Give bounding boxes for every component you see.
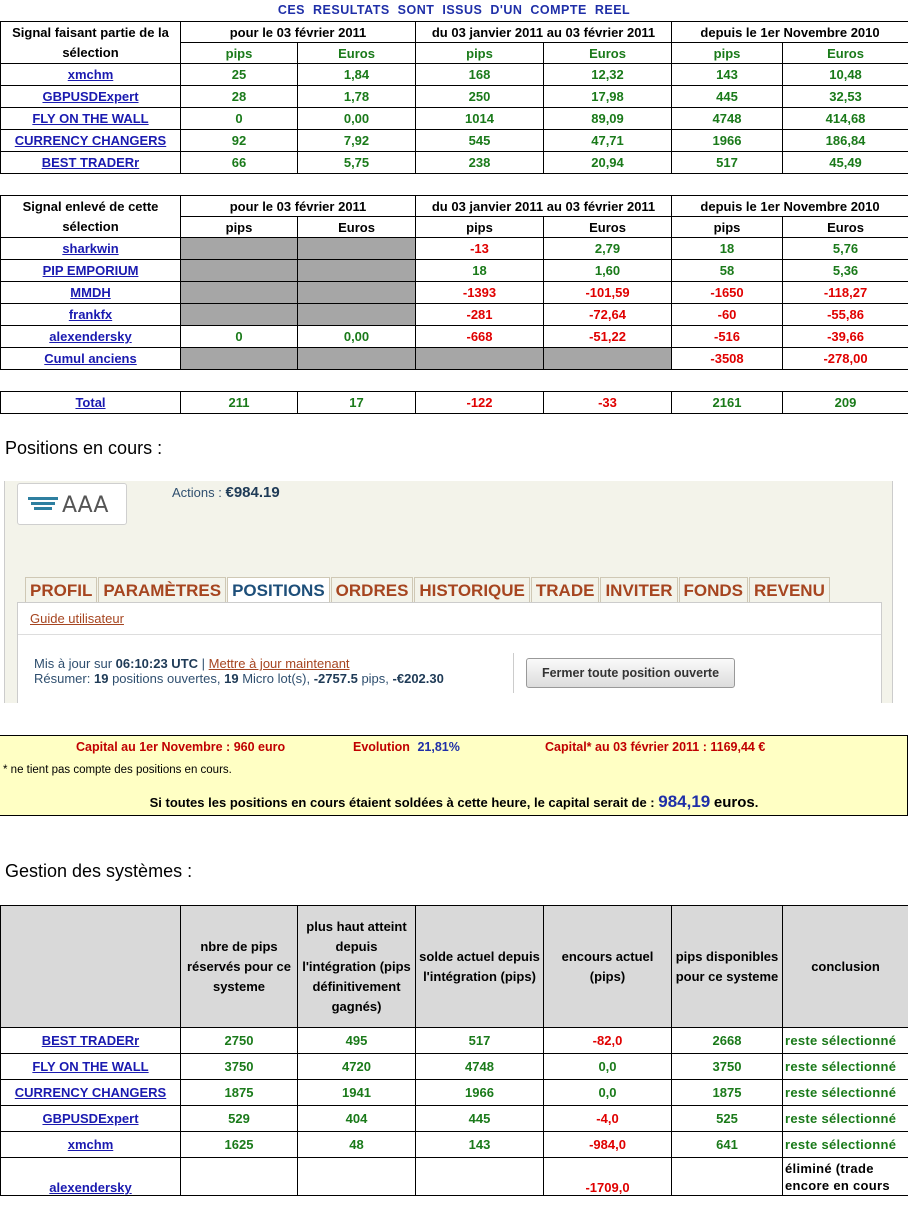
broker-logo — [17, 483, 127, 525]
day-pips: 92 — [181, 130, 298, 152]
solde-pips: 517 — [416, 1028, 544, 1054]
day-euros: 1,78 — [298, 86, 416, 108]
since-euros: -39,66 — [783, 326, 908, 348]
day-pips-empty — [181, 260, 298, 282]
selection-title: Signal faisant partie de la sélection — [1, 22, 181, 64]
month-pips: 168 — [416, 64, 544, 86]
reserved-pips: 2750 — [181, 1028, 298, 1054]
col-month: du 03 janvier 2011 au 03 février 2011 — [416, 196, 672, 217]
col-pips: pips — [181, 217, 298, 238]
final-unit: euros — [713, 794, 755, 811]
table-row — [1, 348, 908, 370]
month-euros: 1,60 — [544, 260, 672, 282]
day-euros-empty — [298, 238, 416, 260]
reserved-pips: 529 — [181, 1106, 298, 1132]
month-euros: -101,59 — [544, 282, 672, 304]
broker-panel — [4, 481, 893, 703]
col-euros: Euros — [783, 43, 908, 64]
month-euros: 47,71 — [544, 130, 672, 152]
solde-pips: 1966 — [416, 1080, 544, 1106]
month-pips: -13 — [416, 238, 544, 260]
col-since: depuis le 1er Novembre 2010 — [672, 22, 908, 43]
col-month: du 03 janvier 2011 au 03 février 2011 — [416, 22, 672, 43]
day-pips: 0 — [181, 108, 298, 130]
day-pips-empty — [181, 304, 298, 326]
encours-pips: -82,0 — [544, 1028, 672, 1054]
system-link[interactable]: xmchm — [1, 1132, 181, 1158]
dispo-pips-empty — [672, 1158, 783, 1196]
month-pips: -1393 — [416, 282, 544, 304]
dispo-pips: 525 — [672, 1106, 783, 1132]
col-euros: Euros — [298, 217, 416, 238]
since-pips: 1966 — [672, 130, 783, 152]
header-solde: solde actuel depuis l'intégration (pips) — [416, 906, 544, 1028]
header-dispo: pips disponibles pour ce systeme — [672, 906, 783, 1028]
final-capital: Si toutes les positions en cours étaient soldées à cette heure, le capital serait de : 984,19 euros. — [149, 792, 759, 811]
month-euros: 17,98 — [544, 86, 672, 108]
since-pips: 4748 — [672, 108, 783, 130]
solde-pips: 143 — [416, 1132, 544, 1158]
tab-profil[interactable]: PROFIL — [25, 577, 97, 603]
update-info: Mis à jour sur 06:10:23 UTC | Mettre à jour maintenant Résumer: 19 positions ouvertes, 19 Micro lot(s), -2757.5 pips, -€202.30 — [34, 656, 444, 686]
capital-summary — [0, 735, 908, 816]
col-day: pour le 03 février 2011 — [181, 196, 416, 217]
evolution-value: 21,81% — [417, 740, 460, 754]
gestion-title: Gestion des systèmes : — [5, 861, 193, 881]
signal-link[interactable]: BEST TRADERr — [1, 152, 181, 174]
lots-text: Micro lot(s), — [242, 671, 311, 686]
since-euros: -118,27 — [783, 282, 908, 304]
signal-link[interactable]: GBPUSDExpert — [1, 86, 181, 108]
conclusion: reste sélectionné — [783, 1028, 908, 1054]
encours-pips: -984,0 — [544, 1132, 672, 1158]
since-pips: 58 — [672, 260, 783, 282]
col-euros: Euros — [544, 217, 672, 238]
month-euros: -51,22 — [544, 326, 672, 348]
tab-historique[interactable]: HISTORIQUE — [414, 577, 529, 603]
day-euros-empty — [298, 348, 416, 370]
high-pips: 48 — [298, 1132, 416, 1158]
month-euros: 20,94 — [544, 152, 672, 174]
evolution — [353, 740, 460, 754]
col-euros: Euros — [544, 43, 672, 64]
open-positions-count: 19 — [93, 671, 109, 686]
total-day-pips: 211 — [181, 392, 298, 414]
header-reserved: nbre de pips réservés pour ce systeme — [181, 906, 298, 1028]
high-pips: 495 — [298, 1028, 416, 1054]
reserved-pips: 1875 — [181, 1080, 298, 1106]
month-pips: 1014 — [416, 108, 544, 130]
month-euros: 2,79 — [544, 238, 672, 260]
signal-link[interactable]: PIP EMPORIUM — [1, 260, 181, 282]
col-euros: Euros — [783, 217, 908, 238]
table-row — [1, 1054, 908, 1080]
summary-label: Résumer: — [34, 671, 91, 686]
tab-inviter[interactable]: INVITER — [600, 577, 677, 603]
system-link[interactable]: FLY ON THE WALL — [1, 1054, 181, 1080]
since-euros: -55,86 — [783, 304, 908, 326]
total-link[interactable]: Total — [1, 392, 181, 414]
day-pips: 66 — [181, 152, 298, 174]
solde-pips: 4748 — [416, 1054, 544, 1080]
table-row — [1, 304, 908, 326]
since-pips: 18 — [672, 238, 783, 260]
real-account-header: CES RESULTATS SONT ISSUS D'UN COMPTE REEL — [277, 3, 631, 17]
day-euros-empty — [298, 304, 416, 326]
update-now-link[interactable]: Mettre à jour maintenant — [208, 656, 350, 671]
day-pips: 0 — [181, 326, 298, 348]
conclusion: reste sélectionné — [783, 1080, 908, 1106]
final-text: Si toutes les positions en cours étaient soldées à cette heure, le capital serait de : — [149, 795, 655, 810]
lots-count: 19 — [224, 671, 239, 686]
high-pips: 404 — [298, 1106, 416, 1132]
selection-table — [0, 21, 908, 174]
tab-parametres[interactable]: PARAMÈTRES — [98, 577, 226, 603]
day-euros: 0,00 — [298, 108, 416, 130]
actions-label: Actions : — [172, 485, 222, 500]
since-pips: -60 — [672, 304, 783, 326]
table-row — [1, 152, 908, 174]
final-value: 984,19 — [658, 792, 711, 811]
solde-pips: 445 — [416, 1106, 544, 1132]
since-pips: 445 — [672, 86, 783, 108]
month-euros-empty — [544, 348, 672, 370]
system-link[interactable]: BEST TRADERr — [1, 1028, 181, 1054]
since-euros: 414,68 — [783, 108, 908, 130]
month-euros: 12,32 — [544, 64, 672, 86]
conclusion: reste sélectionné — [783, 1132, 908, 1158]
divider — [18, 634, 881, 635]
system-link[interactable]: alexendersky — [1, 1158, 181, 1196]
actions-value: €984.19 — [225, 484, 280, 501]
actions-balance — [172, 484, 280, 501]
header-high: plus haut atteint depuis l'intégration (pips définitivement gagnés) — [298, 906, 416, 1028]
vertical-divider — [513, 653, 514, 693]
day-pips-empty — [181, 238, 298, 260]
removed-table — [0, 195, 908, 370]
since-euros: 10,48 — [783, 64, 908, 86]
open-positions-text: positions ouvertes, — [112, 671, 221, 686]
encours-pips: -4,0 — [544, 1106, 672, 1132]
tab-positions[interactable]: POSITIONS — [227, 577, 330, 603]
header-conclusion: conclusion — [783, 906, 908, 1028]
since-pips: -3508 — [672, 348, 783, 370]
month-euros: -72,64 — [544, 304, 672, 326]
total-month-euros: -33 — [544, 392, 672, 414]
total-table — [0, 391, 908, 414]
day-pips: 28 — [181, 86, 298, 108]
positions-title: Positions en cours : — [5, 438, 163, 458]
since-euros: 5,76 — [783, 238, 908, 260]
since-euros: 186,84 — [783, 130, 908, 152]
day-pips: 25 — [181, 64, 298, 86]
day-euros: 7,92 — [298, 130, 416, 152]
day-euros: 5,75 — [298, 152, 416, 174]
since-pips: 517 — [672, 152, 783, 174]
logo-text: AAA — [62, 493, 109, 518]
removed-title: Signal enlevé de cette sélection — [1, 196, 181, 238]
current-capital: Capital* au 03 février 2011 : 1169,44 € — [545, 740, 766, 754]
day-euros: 1,84 — [298, 64, 416, 86]
capital-note: * ne tient pas compte des positions en cours. — [3, 764, 232, 776]
signal-link[interactable]: frankfx — [1, 304, 181, 326]
month-euros: 89,09 — [544, 108, 672, 130]
month-pips: 250 — [416, 86, 544, 108]
pips-text: pips, — [361, 671, 389, 686]
col-since: depuis le 1er Novembre 2010 — [672, 196, 908, 217]
panel-tabs — [25, 577, 831, 603]
open-pips: -2757.5 — [313, 671, 358, 686]
table-row — [1, 130, 908, 152]
reserved-pips: 3750 — [181, 1054, 298, 1080]
table-row — [1, 86, 908, 108]
encours-pips: 0,0 — [544, 1054, 672, 1080]
col-pips: pips — [416, 43, 544, 64]
since-euros: 5,36 — [783, 260, 908, 282]
col-pips: pips — [672, 43, 783, 64]
day-euros-empty — [298, 260, 416, 282]
tab-fonds[interactable]: FONDS — [679, 577, 749, 603]
col-pips: pips — [672, 217, 783, 238]
signal-link[interactable]: alexendersky — [1, 326, 181, 348]
total-month-pips: -122 — [416, 392, 544, 414]
dispo-pips: 2668 — [672, 1028, 783, 1054]
day-pips-empty — [181, 348, 298, 370]
updated-time: 06:10:23 UTC — [115, 656, 199, 671]
col-day: pour le 03 février 2011 — [181, 22, 416, 43]
reserved-pips: 1625 — [181, 1132, 298, 1158]
table-row — [1, 1158, 908, 1196]
table-row — [1, 260, 908, 282]
encours-pips: -1709,0 — [544, 1158, 672, 1196]
day-euros: 0,00 — [298, 326, 416, 348]
system-link[interactable]: GBPUSDExpert — [1, 1106, 181, 1132]
since-euros: 45,49 — [783, 152, 908, 174]
initial-capital: Capital au 1er Novembre : 960 euro — [76, 740, 286, 754]
encours-pips: 0,0 — [544, 1080, 672, 1106]
evolution-label: Evolution — [353, 740, 410, 754]
dispo-pips: 3750 — [672, 1054, 783, 1080]
month-pips: -668 — [416, 326, 544, 348]
positions-box — [17, 602, 882, 703]
since-euros: 32,53 — [783, 86, 908, 108]
col-pips: pips — [181, 43, 298, 64]
month-pips-empty — [416, 348, 544, 370]
month-pips: 545 — [416, 130, 544, 152]
reserved-pips-empty — [181, 1158, 298, 1196]
total-since-pips: 2161 — [672, 392, 783, 414]
header-blank — [1, 906, 181, 1028]
solde-pips-empty — [416, 1158, 544, 1196]
table-row — [1, 238, 908, 260]
dispo-pips: 641 — [672, 1132, 783, 1158]
high-pips: 1941 — [298, 1080, 416, 1106]
dispo-pips: 1875 — [672, 1080, 783, 1106]
header-encours: encours actuel (pips) — [544, 906, 672, 1028]
signal-link[interactable]: FLY ON THE WALL — [1, 108, 181, 130]
since-pips: -516 — [672, 326, 783, 348]
system-link[interactable]: CURRENCY CHANGERS — [1, 1080, 181, 1106]
signal-link[interactable]: Cumul anciens — [1, 348, 181, 370]
signal-link[interactable]: CURRENCY CHANGERS — [1, 130, 181, 152]
since-euros: -278,00 — [783, 348, 908, 370]
col-pips: pips — [416, 217, 544, 238]
conclusion: éliminé (trade encore en cours — [783, 1158, 908, 1196]
table-row — [1, 1132, 908, 1158]
tab-trade[interactable]: TRADE — [531, 577, 600, 603]
signal-link[interactable]: xmchm — [1, 64, 181, 86]
table-row — [1, 1028, 908, 1054]
total-since-euros: 209 — [783, 392, 908, 414]
high-pips-empty — [298, 1158, 416, 1196]
conclusion: reste sélectionné — [783, 1054, 908, 1080]
day-euros-empty — [298, 282, 416, 304]
month-pips: 238 — [416, 152, 544, 174]
open-amount: -€202.30 — [392, 671, 444, 686]
since-pips: -1650 — [672, 282, 783, 304]
tab-revenu[interactable]: REVENU — [749, 577, 830, 603]
signal-link[interactable]: sharkwin — [1, 238, 181, 260]
gestion-table — [0, 905, 908, 1196]
table-row — [1, 1080, 908, 1106]
table-row — [1, 64, 908, 86]
logo-bars-icon — [28, 497, 58, 512]
total-day-euros: 17 — [298, 392, 416, 414]
table-row — [1, 1106, 908, 1132]
high-pips: 4720 — [298, 1054, 416, 1080]
month-pips: 18 — [416, 260, 544, 282]
month-pips: -281 — [416, 304, 544, 326]
table-row — [1, 282, 908, 304]
tab-ordres[interactable]: ORDRES — [331, 577, 414, 603]
updated-label: Mis à jour sur — [34, 656, 113, 671]
col-euros: Euros — [298, 43, 416, 64]
table-row — [1, 326, 908, 348]
close-all-positions-button[interactable]: Fermer toute position ouverte — [526, 658, 735, 688]
conclusion: reste sélectionné — [783, 1106, 908, 1132]
signal-link[interactable]: MMDH — [1, 282, 181, 304]
table-row — [1, 108, 908, 130]
day-pips-empty — [181, 282, 298, 304]
since-pips: 143 — [672, 64, 783, 86]
user-guide-link[interactable]: Guide utilisateur — [30, 611, 124, 626]
